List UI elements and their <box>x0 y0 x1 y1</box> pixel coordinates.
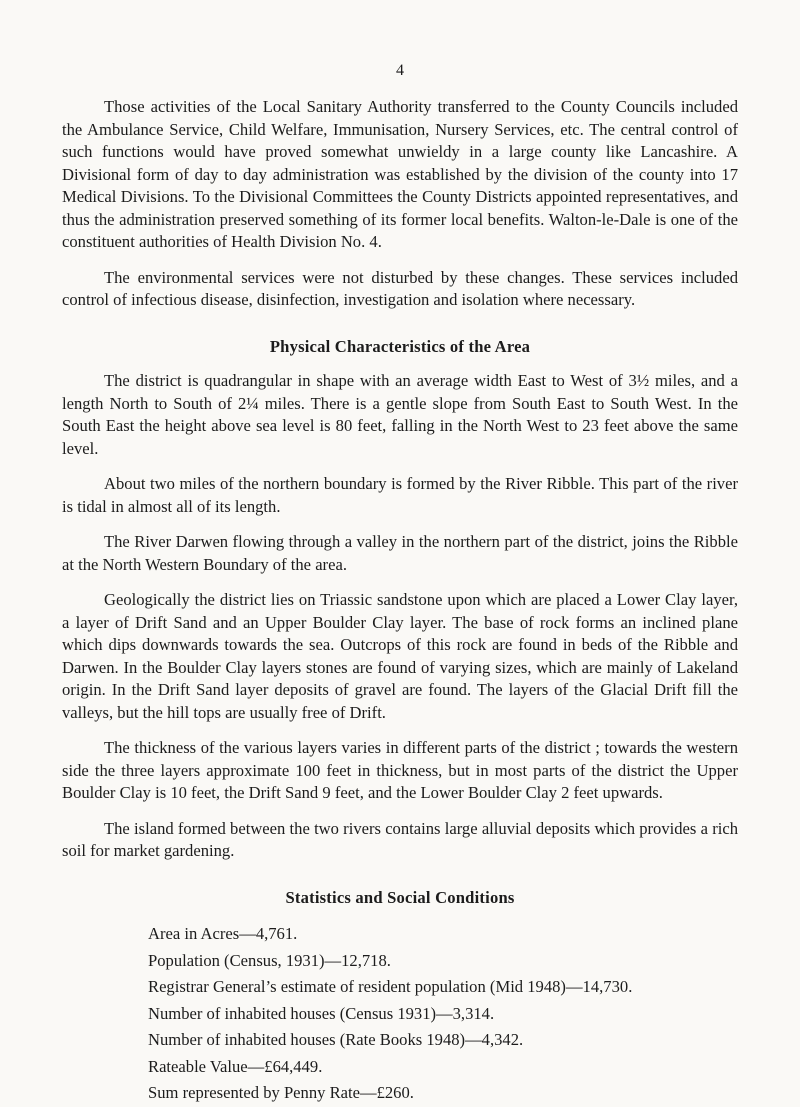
physical-paragraph: Geologically the district lies on Triassic sandstone upon which are placed a Lower Clay layer, a layer of Drift Sand and an Upper Boulder Clay layer. The base of rock forms an inclined plane which dips downwards towards the sea. Outcrops of this rock are found in beds of the Ribble and Darwen. In the Boulder Clay layers stones are found of varying sizes, which are mainly of Lakeland origin. In the Drift Sand layer deposits of gravel are found. The layers of the Glacial Drift fill the valleys, but the hill tops are usually free of Drift. <box>62 590 738 722</box>
page-number: 4 <box>396 62 404 79</box>
statistic-item: Rateable Value—£64,449. <box>148 1056 323 1076</box>
statistic-item: Number of inhabited houses (Census 1931)—3,314. <box>148 1003 495 1023</box>
physical-paragraph: The district is quadrangular in shape with an average width East to West of 3½ miles, and a length North to South of 2¼ miles. There is a gentle slope from South East to South West. In the South East the height above sea level is 80 feet, falling in the North West to 23 feet above the same level. <box>62 371 738 458</box>
statistic-item: Sum represented by Penny Rate—£260. <box>148 1083 414 1102</box>
physical-paragraph: The island formed between the two rivers contains large alluvial deposits which provides a rich soil for market gardening. <box>62 818 738 860</box>
document-body <box>62 96 738 1107</box>
physical-paragraph: The thickness of the various layers varies in different parts of the district ; towards the western side the three layers approximate 100 feet in thickness, but in most parts of the district the Upper Boulder Clay is 10 feet, the Drift Sand 9 feet, and the Lower Boulder Clay 2 feet upwards. <box>62 738 738 802</box>
statistics-list <box>62 921 738 1107</box>
intro-paragraph: Those activities of the Local Sanitary Authority transferred to the County Councils included the Ambulance Service, Child Welfare, Immunisation, Nursery Services, etc. The central control of such functions would have proved somewhat unwieldy in a large county like Lancashire. A Divisional form of day to day administration was established by the division of the county into 17 Medical Divisions. To the Divisional Committees the County Districts appointed representatives, and thus the administration preserved something of its former local benefits. Walton-le-Dale is one of the constituent authorities of Health Division No. 4. <box>62 97 738 251</box>
physical-characteristics-heading: Physical Characteristics of the Area <box>269 336 531 356</box>
statistic-item: Population (Census, 1931)—12,718. <box>148 950 391 970</box>
physical-paragraph: About two miles of the northern boundary is formed by the River Ribble. This part of the river is tidal in almost all of its length. <box>62 474 738 516</box>
intro-paragraph: The environmental services were not disturbed by these changes. These services included control of infectious disease, disinfection, investigation and isolation where necessary. <box>62 267 738 309</box>
physical-paragraph: The River Darwen flowing through a valley in the northern part of the district, joins the Ribble at the North Western Boundary of the area. <box>62 532 738 574</box>
statistic-item: Number of inhabited houses (Rate Books 1948)—4,342. <box>148 1030 524 1049</box>
statistic-item: Registrar General’s estimate of resident population (Mid 1948)—14,730. <box>148 977 633 996</box>
statistics-heading: Statistics and Social Conditions <box>285 887 515 907</box>
statistic-item: Area in Acres—4,761. <box>148 924 298 943</box>
